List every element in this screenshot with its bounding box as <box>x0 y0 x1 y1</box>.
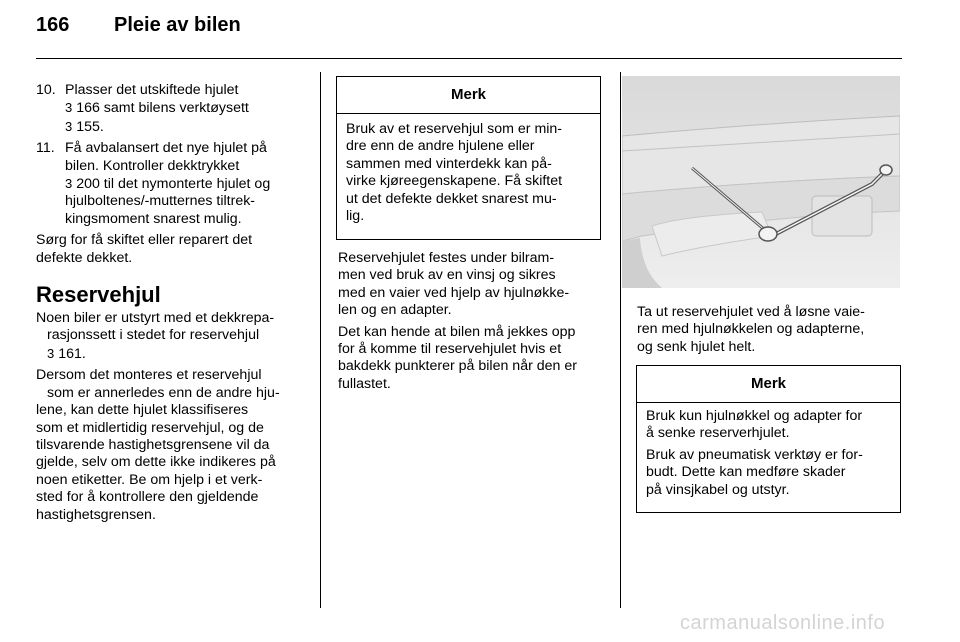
page-title: Pleie av bilen <box>114 14 241 36</box>
text-line: bilen. Kontroller dekktrykket <box>65 157 240 174</box>
column-divider-1 <box>320 72 321 608</box>
text-line: kingsmoment snarest mulig. <box>65 210 242 227</box>
cross-reference-icon[interactable]: 3 <box>65 176 73 192</box>
paragraph: Det kan hende at bilen må jekkes opp for å komme til reservehjulet hvis et bakdekk punkterer på bilen når den er fullastet. <box>338 323 577 392</box>
list-number: 10. <box>36 82 56 98</box>
cross-reference-icon[interactable]: 3 <box>47 345 55 361</box>
text-line: Plasser det utskiftede hjulet <box>65 82 239 98</box>
column-2-text <box>338 250 610 393</box>
note-title: Merk <box>337 77 600 114</box>
note-box <box>336 76 601 240</box>
text-line: Få avbalansert det nye hjulet på <box>65 140 267 157</box>
watermark-footer[interactable]: carmanualsonline.info <box>680 612 886 634</box>
text-line: 3 155. <box>65 118 104 135</box>
cross-reference-icon[interactable]: 3 <box>65 100 73 116</box>
paragraph: Sørg for få skiftet eller reparert det defekte dekket. <box>36 232 253 266</box>
note-title: Merk <box>637 366 900 403</box>
text-line: 3 200 til det nymonterte hjulet og <box>65 176 271 193</box>
section-heading: Reservehjul <box>36 282 161 308</box>
spare-wheel-winch-illustration-icon <box>622 76 900 288</box>
paragraph: Ta ut reservehjulet ved å løsne vaie- ren med hjulnøkkelen og adapterne, og senk hjulet helt. <box>637 304 865 355</box>
cross-reference-icon[interactable]: 3 <box>65 118 73 134</box>
note-box <box>636 365 901 513</box>
list-item-10 <box>36 82 308 136</box>
list-number: 11. <box>36 140 55 157</box>
paragraph: Noen biler er utstyrt med et dekkrepa- rasjonssett i stedet for reservehjul 3 161. <box>36 310 275 362</box>
page-header <box>36 14 241 37</box>
note-body: Bruk kun hjulnøkkel og adapter for å senke reserverhjulet. Bruk av pneumatisk verktøy er for- budt. Dette kan medføre skader på vinsjkabel og utstyr. <box>646 408 863 498</box>
column-3-text <box>637 304 905 356</box>
paragraph: Dersom det monteres et reservehjul som er annerledes enn de andre hju- lene, kan dette hjulet klassifiseres som et midlertidig reservehjul, og de tilsvarende hastighetsgrensene vil da gjelde, selv om dette ikke indikeres på noen etiketter. Be om hjelp i et verk- sted for å kontrollere den gjeldende hastighetsgrensen. <box>36 367 280 523</box>
column-1 <box>36 82 308 524</box>
page-number: 166 <box>36 14 70 36</box>
text-line: 3 166 samt bilens verktøysett <box>65 100 249 117</box>
text-line: hjulboltenes/-mutternes tiltrek- <box>65 193 256 210</box>
paragraph: Reservehjulet festes under bilram- men ved bruk av en vinsj og sikres med en vaier ved hjelp av hjulnøkke- len og en adapter. <box>338 250 570 319</box>
header-rule <box>36 58 902 59</box>
column-divider-2 <box>620 72 621 608</box>
list-item-11 <box>36 140 308 228</box>
note-body: Bruk av et reservehjul som er min- dre enn de andre hjulene eller sammen med vinterdekk kan på- virke kjøreegenskapene. Få skiftet ut det defekte dekket snarest mu- lig. <box>346 121 563 225</box>
